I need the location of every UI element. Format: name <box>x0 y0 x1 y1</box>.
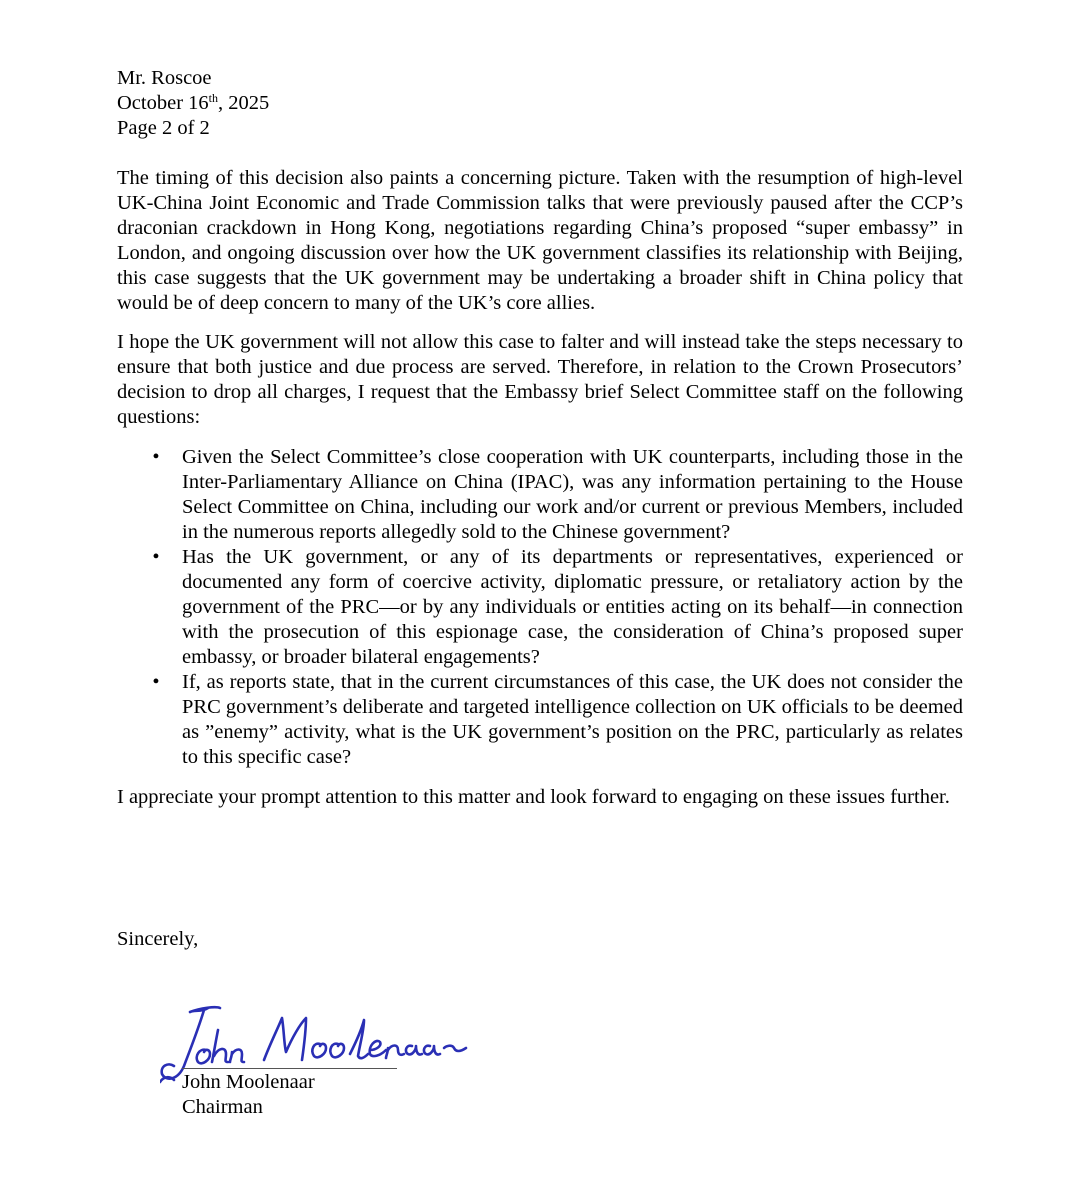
signer-name: John Moolenaar <box>182 1071 315 1093</box>
bullet-marker: • <box>152 671 160 693</box>
date-line <box>117 91 269 116</box>
signer-title: Chairman <box>182 1096 263 1118</box>
paragraph-request: I hope the UK government will not allow this case to falter and will instead take the steps necessary to ensure that both justice and due process are served. Therefore, in relation to the Crown Prosecutors’ decision to drop all charges, I request that the Embassy brief Select Committee staff on the following questions: <box>117 331 963 428</box>
date-month-day: October 16 <box>117 92 209 114</box>
signature-line <box>182 1068 397 1069</box>
page-number-line: Page 2 of 2 <box>117 117 210 139</box>
date-suffix: th <box>208 90 218 105</box>
paragraph-appreciation: I appreciate your prompt attention to this matter and look forward to engaging on these issues further. <box>117 786 950 808</box>
bullet-marker: • <box>152 546 160 568</box>
salutation: Sincerely, <box>117 928 199 950</box>
recipient-line: Mr. Roscoe <box>117 67 212 89</box>
question-text: If, as reports state, that in the current circumstances of this case, the UK does not consider the PRC government’s deliberate and targeted intelligence collection on UK officials to be deemed as ”enemy” activity, what is the UK government’s position on the PRC, particularly as relates to this specific case? <box>182 671 963 768</box>
question-item <box>117 670 963 770</box>
question-item <box>117 445 963 545</box>
signer-block <box>182 1070 315 1120</box>
questions-list <box>117 445 963 770</box>
question-item <box>117 545 963 670</box>
bullet-marker: • <box>152 446 160 468</box>
question-text: Has the UK government, or any of its departments or representatives, experienced or documented any form of coercive activity, diplomatic pressure, or retaliatory action by the government of the PRC—or by any individuals or entities acting on its behalf—in connection with the prosecution of this espionage case, the consideration of China’s proposed super embassy, or broader bilateral engagements? <box>182 546 963 668</box>
date-year: , 2025 <box>218 92 270 114</box>
question-text: Given the Select Committee’s close cooperation with UK counterparts, including those in the Inter-Parliamentary Alliance on China (IPAC), was any information pertaining to the House Select Committee on China, including our work and/or current or previous Members, included in the numerous reports allegedly sold to the Chinese government? <box>182 446 963 543</box>
paragraph-timing: The timing of this decision also paints a concerning picture. Taken with the resumption of high-level UK-China Joint Economic and Trade Commission talks that were previously paused after the CCP’s draconian crackdown in Hong Kong, negotiations regarding China’s proposed “super embassy” in London, and ongoing discussion over how the UK government classifies its relationship with Beijing, this case suggests that the UK government may be undertaking a broader shift in China policy that would be of deep concern to many of the UK’s core allies. <box>117 167 963 314</box>
letter-header <box>117 66 269 141</box>
